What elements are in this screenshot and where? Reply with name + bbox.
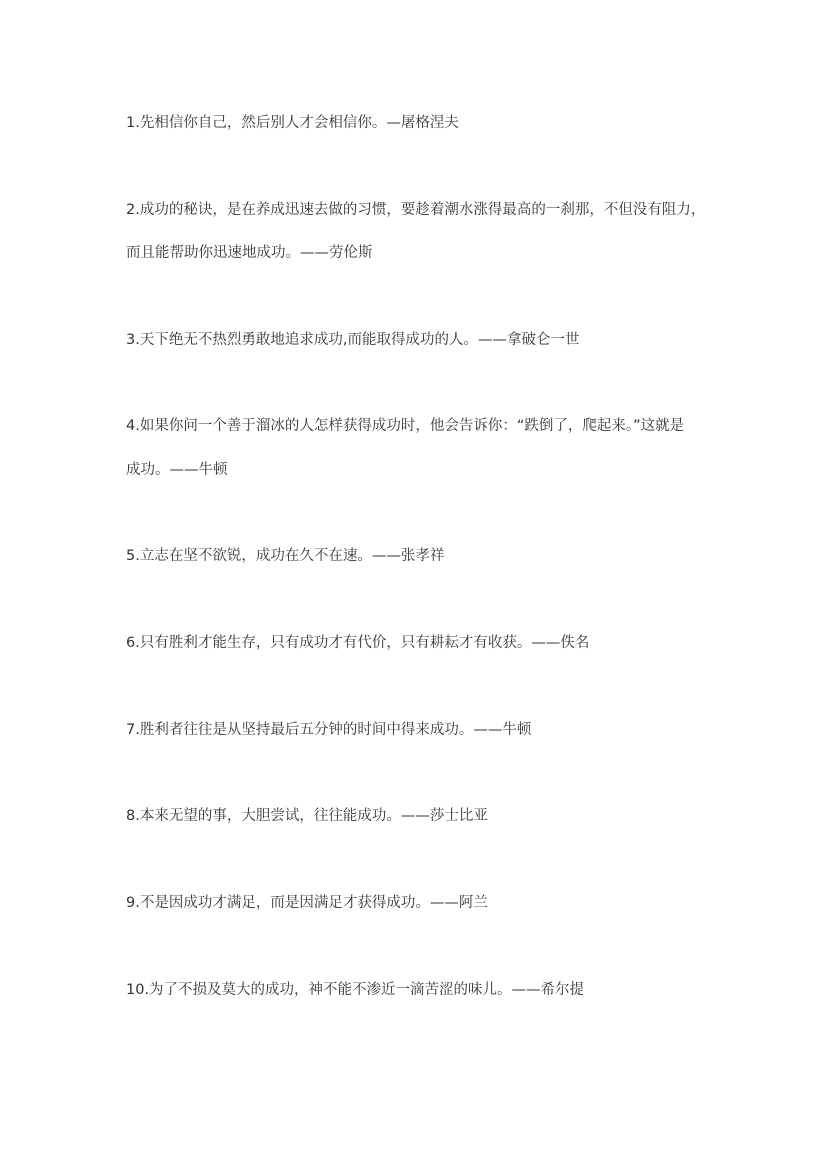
quote-4-line-2: 成功。——牛顿 xyxy=(126,462,228,478)
quote-7-line-1: 7.胜利者往往是从坚持最后五分钟的时间中得来成功。——牛顿 xyxy=(126,722,532,738)
quote-4-line-1: 4.如果你问一个善于溜冰的人怎样获得成功时，他会告诉你：“跌倒了，爬起来。”这就是 xyxy=(126,418,685,434)
quote-2-line-2: 而且能帮助你迅速地成功。——劳伦斯 xyxy=(126,245,373,261)
quote-5-line-1: 5.立志在坚不欲锐，成功在久不在速。——张孝祥 xyxy=(126,548,445,564)
quote-6-line-1: 6.只有胜利才能生存，只有成功才有代价，只有耕耘才有收获。——佚名 xyxy=(126,635,590,651)
quote-1-line-1: 1.先相信你自己，然后别人才会相信你。—屠格涅夫 xyxy=(126,115,459,131)
quote-2-line-1: 2.成功的秘诀，是在养成迅速去做的习惯，要趁着潮水涨得最高的一刹那，不但没有阻力， xyxy=(126,202,706,218)
quote-9-line-1: 9.不是因成功才满足，而是因满足才获得成功。——阿兰 xyxy=(126,895,488,911)
quote-10-line-1: 10.为了不损及莫大的成功，神不能不渗近一滴苦涩的味儿。——希尔提 xyxy=(126,982,585,998)
quote-8-line-1: 8.本来无望的事，大胆尝试，往往能成功。——莎士比亚 xyxy=(126,808,488,824)
quote-3-line-1: 3.天下绝无不热烈勇敢地追求成功,而能取得成功的人。——拿破仑一世 xyxy=(126,332,580,348)
